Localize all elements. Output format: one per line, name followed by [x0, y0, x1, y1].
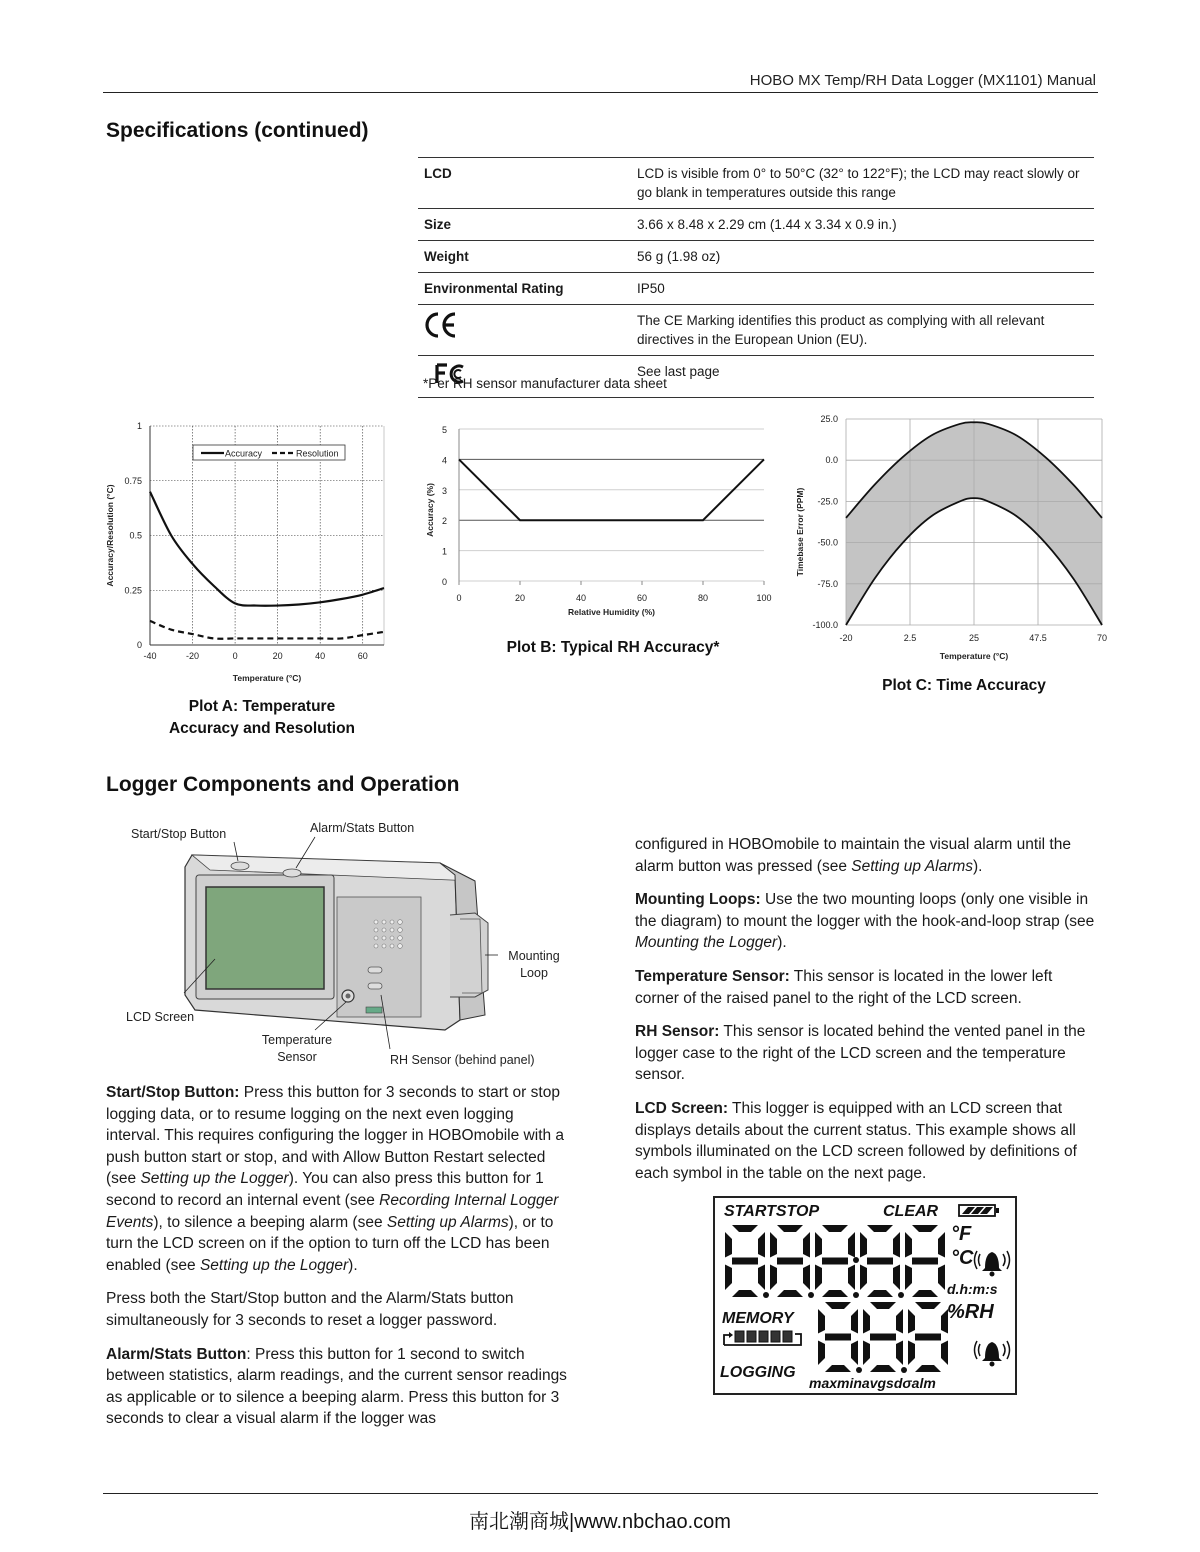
paragraph: [635, 1021, 1097, 1086]
paragraph-text: This sensor is located in the lower left corner of the raised panel to the right of the LCD screen.: [635, 967, 1053, 1007]
paragraph-text: This logger is equipped with an LCD screen that displays details about the current status. This example shows all symbols illuminated on the LCD screen followed by definitions of each symbol in the table on the next page.: [635, 1099, 1077, 1182]
logger-diagram: [100, 815, 570, 1075]
plot-b-caption: Plot B: Typical RH Accuracy*: [506, 639, 720, 656]
svg-text:-75.0: -75.0: [817, 578, 838, 589]
label-mounting-loop-line1: Mounting: [508, 949, 560, 963]
lcd-unit-f: °F: [951, 1223, 972, 1245]
paragraph-text: configured in HOBOmobile to maintain the visual alarm until the alarm button was pressed (see: [635, 836, 1071, 875]
ce-mark-icon: [424, 311, 458, 339]
paragraph-text: ), to silence a beeping alarm (see: [153, 1213, 387, 1231]
paragraph-text: ).: [348, 1256, 358, 1274]
svg-text:3: 3: [441, 485, 447, 496]
label-temp-sensor-line2: Sensor: [277, 1050, 317, 1064]
lcd-unit-c: °C: [951, 1247, 974, 1269]
plot-b-rh-accuracy: [420, 415, 780, 625]
svg-text:0.25: 0.25: [124, 585, 142, 596]
rh-footnote: *Per RH sensor manufacturer data sheet: [423, 376, 667, 391]
svg-text:0: 0: [232, 651, 238, 661]
spec-value: LCD is visible from 0° to 50°C (32° to 122°F); the LCD may react slowly or go blank in temperatures outside this range: [631, 158, 1094, 209]
right-text-column: [635, 834, 1097, 1196]
paragraph-text: ).: [777, 934, 787, 952]
paragraph-text: This sensor is located behind the vented panel in the logger case to the right of the LCD screen and the temperature sensor.: [635, 1023, 1086, 1084]
spec-row: [418, 273, 1094, 305]
svg-text:2: 2: [441, 516, 447, 527]
lcd-startstop-label: STARTSTOP: [724, 1203, 820, 1220]
svg-text:Temperature (°C): Temperature (°C): [939, 651, 1009, 661]
svg-text:100: 100: [756, 593, 772, 603]
lcd-memory-label: MEMORY: [722, 1310, 794, 1327]
lcd-logging-label: LOGGING: [720, 1364, 796, 1381]
cross-reference: Mounting the Logger: [635, 934, 778, 952]
lcd-rh-unit: %RH: [947, 1301, 994, 1323]
cross-reference: Setting up Alarms: [851, 857, 974, 875]
label-mounting-loop: [502, 948, 566, 982]
label-lcd-screen: LCD Screen: [126, 1010, 195, 1024]
cross-reference: Setting up the Logger: [199, 1256, 349, 1274]
svg-text:-20: -20: [186, 651, 200, 661]
svg-text:40: 40: [315, 651, 326, 661]
paragraph-text: Use the two mounting loops (only one visible in the diagram) to mount the logger with the hook-and-loop strap (see: [635, 891, 1095, 930]
svg-text:-20: -20: [839, 633, 853, 643]
paragraph: [635, 966, 1097, 1009]
paragraph: [106, 1344, 568, 1430]
svg-text:0.75: 0.75: [124, 475, 142, 486]
svg-text:-25.0: -25.0: [817, 496, 838, 507]
svg-text:Relative Humidity (%): Relative Humidity (%): [568, 607, 655, 617]
svg-text:-40: -40: [143, 651, 157, 661]
section-title-components: Logger Components and Operation: [106, 773, 460, 796]
paragraph-text: ).: [973, 857, 983, 875]
cross-reference: Setting up the Logger: [140, 1170, 289, 1188]
plot-c-caption: Plot C: Time Accuracy: [882, 677, 1046, 694]
spec-row: [418, 305, 1094, 356]
footer-watermark: 南北潮商城|www.nbchao.com: [469, 1511, 731, 1533]
lcd-top-digits: [725, 1225, 945, 1298]
paragraph-term: Start/Stop Button:: [106, 1084, 240, 1101]
svg-text:80: 80: [697, 593, 709, 603]
plot-a-caption-line2: Accuracy and Resolution: [168, 720, 356, 737]
left-text-column: [106, 1082, 568, 1442]
spec-value: The CE Marking identifies this product as complying with all relevant directives in the European Union (EU).: [631, 305, 1094, 356]
paragraph-text: Press both the Start/Stop button and the Alarm/Stats button simultaneously for 3 seconds to reset a logger password.: [106, 1290, 514, 1329]
plot-c-time-accuracy: [790, 408, 1110, 663]
spec-key: Environmental Rating: [418, 273, 631, 305]
paragraph-text: ). You can also press this button for 1 second to record an internal event (see: [106, 1170, 544, 1209]
paragraph-term: RH Sensor:: [635, 1023, 720, 1041]
lcd-segment-display: [715, 1198, 1015, 1393]
svg-text:20: 20: [514, 593, 526, 603]
alarm-bell-icon-top: [975, 1251, 1010, 1277]
svg-text:60: 60: [636, 593, 648, 603]
battery-icon: [959, 1205, 999, 1216]
svg-text:4: 4: [441, 455, 447, 466]
lcd-bottom-digits: [818, 1302, 948, 1373]
svg-text:1: 1: [136, 421, 142, 431]
paragraph: [635, 889, 1097, 954]
label-alarm-stats-button: Alarm/Stats Button: [310, 821, 415, 835]
label-start-stop-button: Start/Stop Button: [131, 827, 227, 841]
svg-text:0.0: 0.0: [825, 455, 838, 466]
svg-text:0.5: 0.5: [129, 530, 142, 541]
paragraph-text: : Press this button for 1 second to switch between statistics, alarm readings, and the current sensor readings as applicable or to silence a beeping alarm. Press this button for 3 seconds to clear a visual alarm if the logger was: [106, 1345, 567, 1428]
svg-text:Accuracy: Accuracy: [225, 448, 263, 459]
svg-text:0: 0: [456, 593, 462, 603]
paragraph: [635, 1098, 1097, 1184]
lcd-clear-label: CLEAR: [883, 1203, 939, 1220]
spec-value: See last page: [631, 356, 1094, 398]
svg-text:-100.0: -100.0: [812, 620, 838, 630]
specifications-table: [418, 157, 1094, 398]
svg-text:5: 5: [441, 425, 447, 435]
svg-text:25: 25: [968, 633, 980, 643]
paragraph-term: LCD Screen:: [635, 1099, 729, 1117]
svg-text:40: 40: [575, 593, 587, 603]
paragraph: [635, 834, 1097, 877]
svg-text:20: 20: [272, 651, 283, 661]
plot-a-caption: [112, 696, 412, 740]
running-header-title: HOBO MX Temp/RH Data Logger (MX1101) Manual: [749, 72, 1096, 89]
spec-key: Size: [418, 209, 631, 241]
svg-text:Temperature (°C): Temperature (°C): [232, 673, 302, 683]
cross-reference: Setting up Alarms: [386, 1213, 509, 1231]
spec-value: IP50: [631, 273, 1094, 305]
paragraph: [106, 1082, 568, 1276]
lcd-stats-labels: maxminavgsdσalm: [809, 1375, 936, 1391]
svg-text:2.5: 2.5: [903, 633, 917, 643]
paragraph: [106, 1288, 568, 1331]
lcd-time-units: d.h:m:s: [947, 1281, 998, 1297]
spec-key: Weight: [418, 241, 631, 273]
label-temperature-sensor: [258, 1032, 336, 1066]
paragraph-term: Alarm/Stats Button: [106, 1345, 247, 1363]
spec-key: LCD: [418, 158, 631, 209]
svg-text:-50.0: -50.0: [817, 537, 838, 548]
plot-a-caption-line1: Plot A: Temperature: [188, 698, 336, 715]
footer-rule: [103, 1493, 1098, 1494]
label-temp-sensor-line1: Temperature: [261, 1033, 333, 1047]
svg-text:47.5: 47.5: [1029, 633, 1047, 643]
spec-row: [418, 158, 1094, 209]
svg-text:1: 1: [441, 546, 447, 557]
plot-a-temperature-accuracy: [100, 415, 400, 690]
svg-text:0: 0: [441, 577, 447, 587]
svg-text:25.0: 25.0: [820, 414, 838, 424]
memory-bar-icon: [724, 1331, 801, 1345]
section-title-specifications: Specifications (continued): [106, 119, 369, 142]
svg-text:70: 70: [1096, 633, 1108, 643]
lcd-symbols-diagram: [713, 1196, 1017, 1395]
paragraph-text: Press this button for 3 seconds to start or stop logging data, or to resume logging on the next even logging interval. This requires configuring the logger in HOBOmobile with a push button start or stop, and with Allow Button Restart selected (see: [106, 1084, 565, 1188]
ce-mark-icon: [418, 305, 631, 356]
spec-value: 3.66 x 8.48 x 2.29 cm (1.44 x 3.34 x 0.9 in.): [631, 209, 1094, 241]
paragraph-text: ), or to turn the LCD screen on if the option to turn off the LCD has been enabled (see: [106, 1213, 554, 1274]
svg-text:Resolution: Resolution: [296, 448, 339, 459]
svg-text:Timebase Error (PPM): Timebase Error (PPM): [795, 487, 805, 577]
label-mounting-loop-line2: Loop: [520, 966, 548, 980]
svg-text:Accuracy (%): Accuracy (%): [425, 483, 435, 537]
header-rule: [103, 92, 1098, 93]
svg-text:Accuracy/Resolution (°C): Accuracy/Resolution (°C): [105, 484, 115, 587]
spec-row: [418, 241, 1094, 273]
alarm-bell-icon-bottom: [975, 1341, 1010, 1367]
label-rh-sensor: RH Sensor (behind panel): [390, 1053, 535, 1067]
spec-value: 56 g (1.98 oz): [631, 241, 1094, 273]
paragraph-term: Mounting Loops:: [635, 891, 761, 909]
spec-row: [418, 209, 1094, 241]
svg-text:60: 60: [357, 651, 368, 661]
svg-text:0: 0: [136, 640, 142, 650]
cross-reference: Recording Internal Logger Events: [106, 1191, 559, 1231]
paragraph-term: Temperature Sensor:: [635, 967, 790, 985]
